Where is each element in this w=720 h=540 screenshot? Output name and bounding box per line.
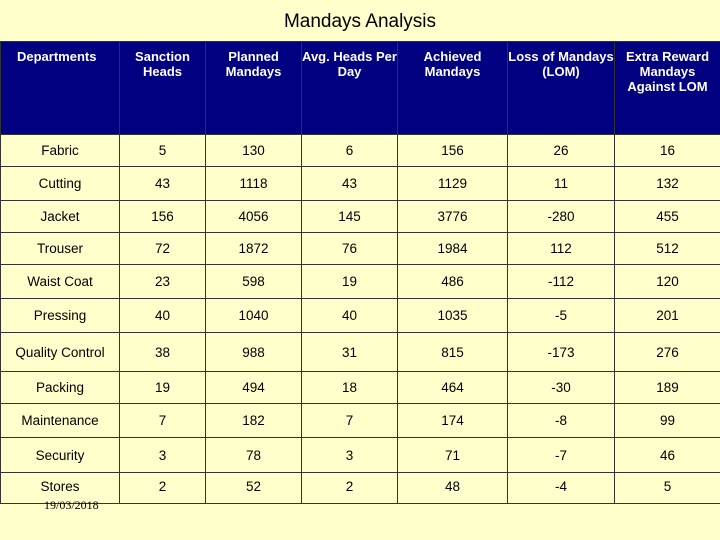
cell-extra-reward-mandays: 5 [615, 473, 720, 504]
cell-avg-heads-per-day: 6 [302, 135, 398, 167]
cell-loss-of-mandays: -112 [508, 265, 615, 299]
cell-achieved-mandays: 174 [398, 404, 508, 438]
cell-sanction-heads: 19 [120, 372, 206, 404]
cell-department: Trouser [1, 233, 120, 265]
table-row [1, 167, 720, 201]
cell-department: Waist Coat [1, 265, 120, 299]
cell-planned-mandays: 52 [206, 473, 302, 504]
header-row [1, 42, 720, 135]
cell-loss-of-mandays: -5 [508, 299, 615, 333]
cell-achieved-mandays: 3776 [398, 201, 508, 233]
cell-avg-heads-per-day: 31 [302, 333, 398, 372]
cell-achieved-mandays: 1035 [398, 299, 508, 333]
cell-loss-of-mandays: -8 [508, 404, 615, 438]
cell-avg-heads-per-day: 76 [302, 233, 398, 265]
cell-avg-heads-per-day: 18 [302, 372, 398, 404]
col-header-departments: Departments [1, 42, 120, 135]
cell-sanction-heads: 3 [120, 438, 206, 473]
cell-loss-of-mandays: 112 [508, 233, 615, 265]
cell-avg-heads-per-day: 43 [302, 167, 398, 201]
table-row [1, 135, 720, 167]
table-row [1, 333, 720, 372]
cell-department: Jacket [1, 201, 120, 233]
cell-loss-of-mandays: -4 [508, 473, 615, 504]
table-row [1, 299, 720, 333]
cell-extra-reward-mandays: 132 [615, 167, 720, 201]
cell-sanction-heads: 72 [120, 233, 206, 265]
cell-sanction-heads: 40 [120, 299, 206, 333]
cell-extra-reward-mandays: 276 [615, 333, 720, 372]
cell-achieved-mandays: 464 [398, 372, 508, 404]
cell-extra-reward-mandays: 99 [615, 404, 720, 438]
cell-department: Maintenance [1, 404, 120, 438]
cell-planned-mandays: 4056 [206, 201, 302, 233]
cell-sanction-heads: 7 [120, 404, 206, 438]
cell-sanction-heads: 38 [120, 333, 206, 372]
cell-sanction-heads: 2 [120, 473, 206, 504]
cell-avg-heads-per-day: 40 [302, 299, 398, 333]
cell-department: Packing [1, 372, 120, 404]
cell-sanction-heads: 43 [120, 167, 206, 201]
col-header-sanction-heads: Sanction Heads [120, 42, 206, 135]
cell-planned-mandays: 1872 [206, 233, 302, 265]
cell-loss-of-mandays: 11 [508, 167, 615, 201]
cell-planned-mandays: 78 [206, 438, 302, 473]
cell-extra-reward-mandays: 120 [615, 265, 720, 299]
cell-loss-of-mandays: -30 [508, 372, 615, 404]
cell-avg-heads-per-day: 145 [302, 201, 398, 233]
cell-achieved-mandays: 1129 [398, 167, 508, 201]
cell-avg-heads-per-day: 2 [302, 473, 398, 504]
cell-sanction-heads: 5 [120, 135, 206, 167]
cell-department: Fabric [1, 135, 120, 167]
col-header-avg-heads-per-day: Avg. Heads Per Day [302, 42, 398, 135]
table-row [1, 473, 720, 504]
cell-achieved-mandays: 815 [398, 333, 508, 372]
cell-sanction-heads: 156 [120, 201, 206, 233]
cell-achieved-mandays: 156 [398, 135, 508, 167]
table-row [1, 372, 720, 404]
cell-extra-reward-mandays: 455 [615, 201, 720, 233]
cell-department: Security [1, 438, 120, 473]
cell-extra-reward-mandays: 16 [615, 135, 720, 167]
col-header-extra-reward-mandays: Extra Reward Mandays Against LOM [615, 42, 720, 135]
cell-loss-of-mandays: -7 [508, 438, 615, 473]
cell-planned-mandays: 182 [206, 404, 302, 438]
cell-avg-heads-per-day: 7 [302, 404, 398, 438]
cell-achieved-mandays: 486 [398, 265, 508, 299]
cell-department: Pressing [1, 299, 120, 333]
table-row [1, 404, 720, 438]
table-row [1, 233, 720, 265]
cell-sanction-heads: 23 [120, 265, 206, 299]
cell-planned-mandays: 1040 [206, 299, 302, 333]
cell-achieved-mandays: 48 [398, 473, 508, 504]
cell-loss-of-mandays: 26 [508, 135, 615, 167]
cell-loss-of-mandays: -280 [508, 201, 615, 233]
cell-loss-of-mandays: -173 [508, 333, 615, 372]
table-row [1, 265, 720, 299]
cell-achieved-mandays: 1984 [398, 233, 508, 265]
page-title: Mandays Analysis [283, 11, 437, 32]
cell-extra-reward-mandays: 189 [615, 372, 720, 404]
footer-date: 19/03/2018 [44, 498, 99, 512]
cell-department: Quality Control [1, 333, 120, 372]
cell-planned-mandays: 130 [206, 135, 302, 167]
cell-planned-mandays: 598 [206, 265, 302, 299]
cell-planned-mandays: 494 [206, 372, 302, 404]
cell-planned-mandays: 988 [206, 333, 302, 372]
cell-avg-heads-per-day: 3 [302, 438, 398, 473]
cell-planned-mandays: 1118 [206, 167, 302, 201]
mandays-table [0, 41, 720, 504]
cell-achieved-mandays: 71 [398, 438, 508, 473]
cell-extra-reward-mandays: 46 [615, 438, 720, 473]
col-header-planned-mandays: Planned Mandays [206, 42, 302, 135]
cell-department: Cutting [1, 167, 120, 201]
cell-department: Stores [1, 473, 120, 504]
cell-extra-reward-mandays: 512 [615, 233, 720, 265]
cell-extra-reward-mandays: 201 [615, 299, 720, 333]
table-row [1, 438, 720, 473]
col-header-loss-of-mandays: Loss of Mandays (LOM) [508, 42, 615, 135]
table-row [1, 201, 720, 233]
cell-avg-heads-per-day: 19 [302, 265, 398, 299]
col-header-achieved-mandays: Achieved Mandays [398, 42, 508, 135]
